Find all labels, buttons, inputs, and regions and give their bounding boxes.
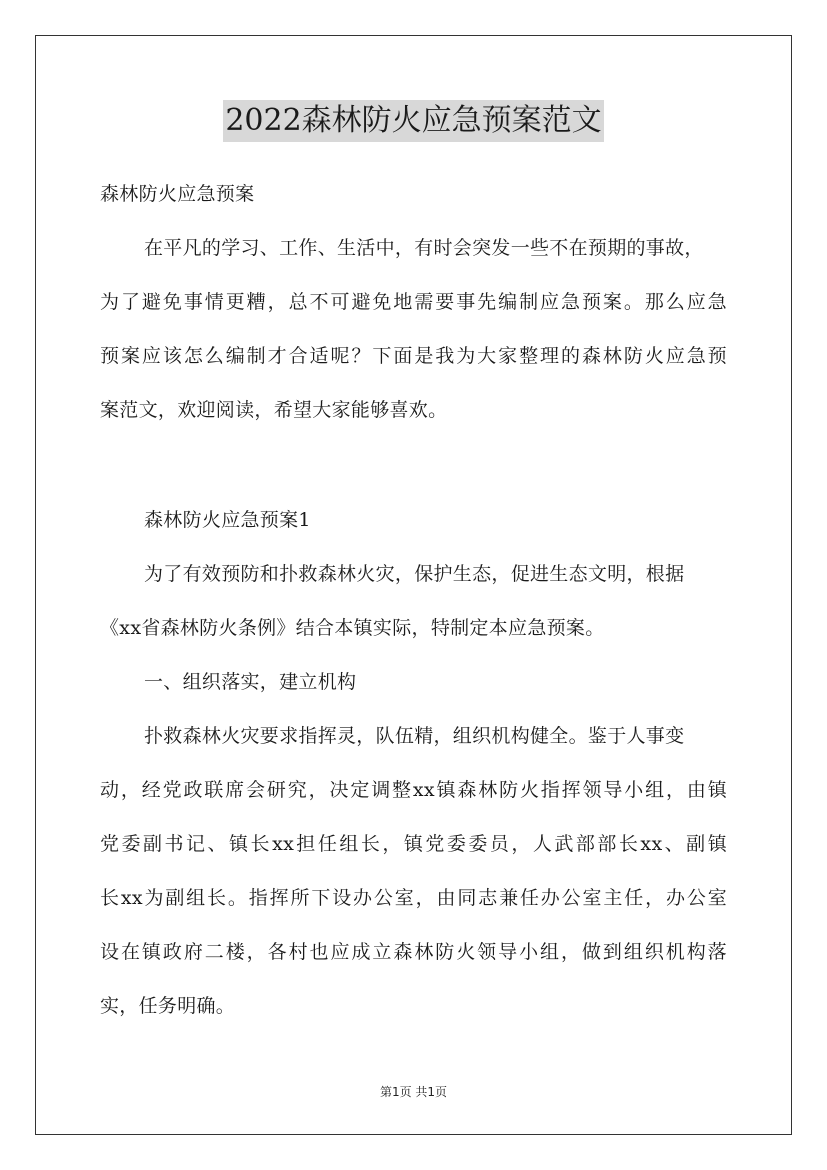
item-line-5: 设在镇政府二楼，各村也应成立森林防火领导小组，做到组织机构落 [100, 941, 727, 963]
section-heading: 森林防火应急预案1 [144, 509, 311, 531]
purpose-line-2: 《xx省森林防火条例》结合本镇实际，特制定本应急预案。 [100, 617, 605, 639]
document-subtitle: 森林防火应急预案 [100, 183, 255, 205]
item-line-2: 动，经党政联席会研究，决定调整xx镇森林防火指挥领导小组，由镇 [100, 779, 727, 801]
intro-line-1: 在平凡的学习、工作、生活中，有时会突发一些不在预期的事故， [144, 237, 704, 259]
intro-line-2: 为了避免事情更糟，总不可避免地需要事先编制应急预案。那么应急 [100, 291, 727, 313]
document-title: 2022森林防火应急预案范文 [223, 100, 603, 142]
page-footer: 第1页 共1页 [379, 1085, 448, 1099]
item-line-3: 党委副书记、镇长xx担任组长，镇党委委员，人武部部长xx、副镇 [100, 833, 727, 855]
intro-line-3: 预案应该怎么编制才合适呢？下面是我为大家整理的森林防火应急预 [100, 345, 727, 367]
title-container [0, 100, 827, 142]
item-line-1: 扑救森林火灾要求指挥灵，队伍精，组织机构健全。鉴于人事变 [144, 725, 685, 747]
item-heading: 一、组织落实，建立机构 [144, 671, 357, 693]
purpose-line-1: 为了有效预防和扑救森林火灾，保护生态，促进生态文明，根据 [144, 563, 685, 585]
item-line-6: 实，任务明确。 [100, 995, 236, 1017]
intro-line-4: 案范文，欢迎阅读，希望大家能够喜欢。 [100, 399, 448, 421]
item-line-4: 长xx为副组长。指挥所下设办公室，由同志兼任办公室主任，办公室 [100, 887, 727, 909]
